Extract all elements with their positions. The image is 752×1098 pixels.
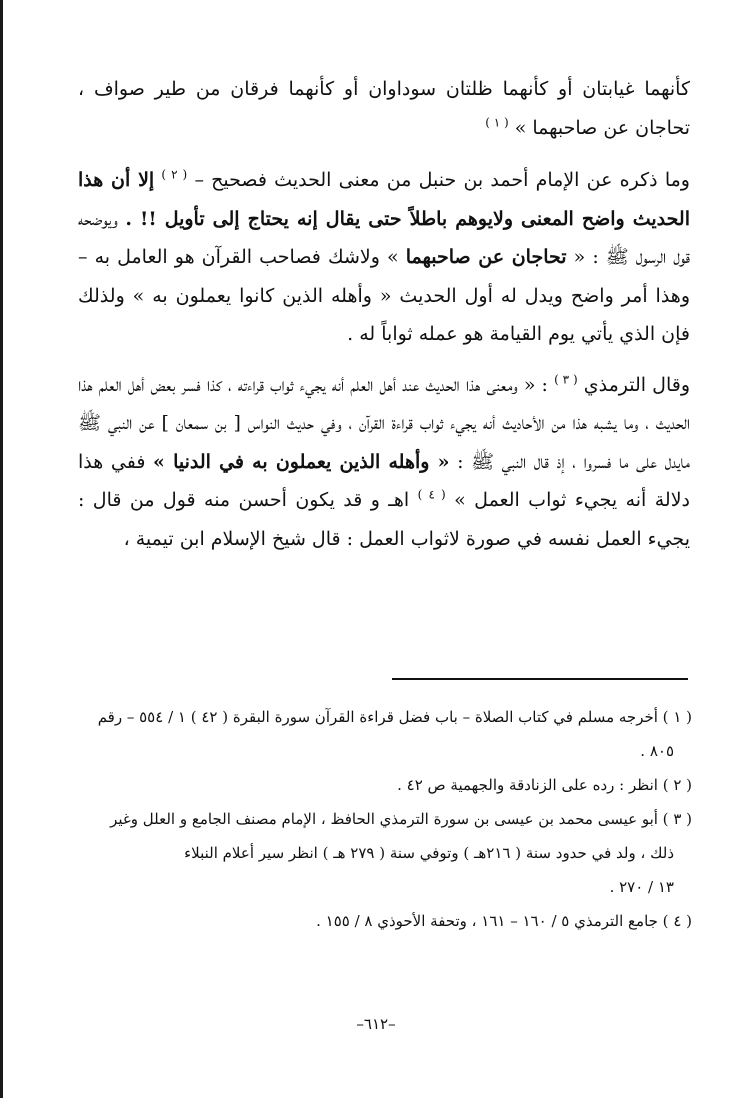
paragraph-1 [78, 70, 690, 147]
footnote-2: ( ٢ ) انظر : رده على الزنادقة والجهمية ص ٤٢ . [397, 776, 692, 794]
main-text [78, 70, 690, 558]
footnotes [60, 700, 692, 938]
footnote-separator [392, 678, 688, 680]
footnote-3-line-1: ( ٣ ) أبو عيسى محمد بن عيسى بن سورة الترمذي الحافظ ، الإمام مصنف الجامع و العلل وغير [110, 810, 692, 828]
paragraph-3-text-a: وقال الترمذي [583, 373, 691, 396]
footnote-ref-3: ( ٣ ) [554, 372, 578, 387]
page-edge [0, 0, 3, 1098]
paragraph-2-text-b: إلا أن هذا الحديث واضح المعنى ولايوهم باطلاً حتى يقال إنه يحتاج إلى تأويل !! . [78, 169, 690, 230]
footnote-4: ( ٤ ) جامع الترمذي ٥ / ١٦٠ – ١٦١ ، وتحفة الأحوذي ٨ / ١٥٥ . [316, 912, 692, 930]
footnote-ref-4: ( ٤ ) [417, 487, 446, 502]
paragraph-3-text-b: : « ومعنى هذا الحديث عند أهل العلم أنه يجيء ثواب قراءته ، كذا فسر بعض أهل العلم هذا الحديث ، وما يشبه هذا من الأحاديث أنه يجيء ثواب قراءة القرآن ، وفي حديث النواس [ بن سمعان ] عن النبي ﷺ مايدل على ما فسروا ، إذ قال النبي ﷺ : [78, 373, 691, 473]
paragraph-1-text: كأنهما غيابتان أو كأنهما ظلتان سوداوان أو كأنهما فرقان من طير صواف ، تحاجان عن صاحبهما » [78, 78, 690, 139]
paragraph-3-text-d: اهـ و قد يكون أحسن منه قول من قال : يجيء العمل نفسه في صورة لاثواب العمل : قال شيخ الإسلام ابن تيمية ، [78, 489, 690, 550]
paragraph-2-text-d: » ولاشك فصاحب القرآن هو العامل به – وهذا أمر واضح ويدل له أول الحديث « وأهله الذين كانوا يعملون به » ولذلك فإن الذي يأتي يوم القيامة هو عمله ثواباً له . [78, 246, 690, 345]
footnote-3-line-3: ١٣ / ٢٧٠ . [609, 878, 674, 896]
page-number: –٦١٢– [356, 1015, 396, 1033]
footnote-3-line-2: ذلك ، ولد في حدود سنة ( ٢١٦هـ ) وتوفي سنة ( ٢٧٩ هـ ) انظر سير أعلام النبلاء [184, 844, 674, 862]
paragraph-3 [78, 366, 690, 559]
paragraph-2-text-a: وما ذكره عن الإمام أحمد بن حنبل من معنى الحديث فصحيح – [194, 169, 690, 191]
paragraph-3-text-c: ففي هذا دلالة أنه يجيء ثواب العمل » [78, 450, 690, 511]
footnote-1-line-1: ( ١ ) أخرجه مسلم في كتاب الصلاة – باب فضل قراءة القرآن سورة البقرة ( ٤٢ ) ١ / ٥٥٤ – رقم [97, 708, 692, 726]
paragraph-3-bold-quote: « وأهله الذين يعملون به في الدنيا » [153, 450, 450, 473]
paragraph-2 [78, 161, 690, 354]
paragraph-2-bold-quote: تحاجان عن صاحبهما [405, 246, 567, 268]
footnote-1-line-2: ٨٠٥ . [640, 742, 674, 760]
footnote-ref-2: ( ٢ ) [161, 167, 188, 182]
paragraph-2-text-c: ويوضحه قول الرسول ﷺ : « [78, 207, 691, 268]
footnote-ref-1: ( ١ ) [485, 115, 509, 130]
